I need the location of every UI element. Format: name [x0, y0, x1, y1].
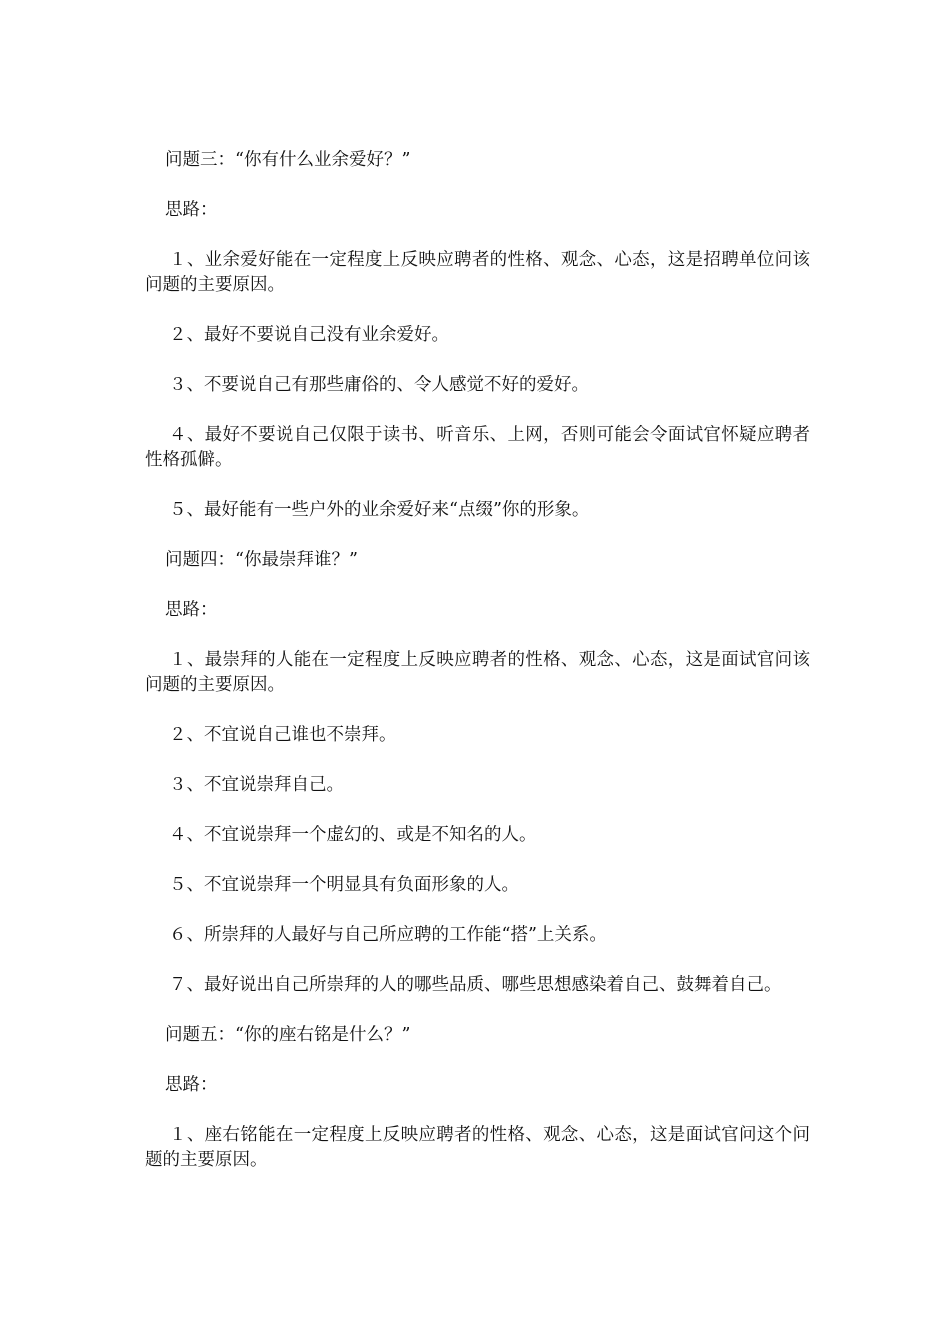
question-heading: 问题四：“你最崇拜谁？” [165, 550, 358, 570]
approach-point: １、最崇拜的人能在一定程度上反映应聘者的性格、观念、心态，这是面试官问该问题的主要原因。 [145, 650, 810, 695]
approach-point: ４、不宜说崇拜一个虚幻的、或是不知名的人。 [169, 825, 537, 845]
approach-point: １、业余爱好能在一定程度上反映应聘者的性格、观念、心态，这是招聘单位问该问题的主要原因。 [145, 250, 810, 295]
approach-point: ２、最好不要说自己没有业余爱好。 [169, 325, 449, 345]
approach-point: ２、不宜说自己谁也不崇拜。 [169, 725, 397, 745]
approach-point: ５、不宜说崇拜一个明显具有负面形象的人。 [169, 875, 519, 895]
question-heading: 问题三：“你有什么业余爱好？” [165, 150, 411, 170]
approach-point: ５、最好能有一些户外的业余爱好来“点缀”你的形象。 [169, 500, 590, 520]
document-body [145, 148, 810, 1198]
approach-point: １、座右铭能在一定程度上反映应聘者的性格、观念、心态，这是面试官问这个问题的主要原因。 [145, 1125, 810, 1170]
approach-point: ３、不宜说崇拜自己。 [169, 775, 344, 795]
approach-label: 思路： [165, 600, 218, 620]
approach-point: ７、最好说出自己所崇拜的人的哪些品质、哪些思想感染着自己、鼓舞着自己。 [169, 975, 782, 995]
approach-point: ４、最好不要说自己仅限于读书、听音乐、上网，否则可能会令面试官怀疑应聘者性格孤僻。 [145, 425, 810, 470]
approach-label: 思路： [165, 1075, 218, 1095]
approach-label: 思路： [165, 200, 218, 220]
approach-point: ６、所崇拜的人最好与自己所应聘的工作能“搭”上关系。 [169, 925, 607, 945]
approach-point: ３、不要说自己有那些庸俗的、令人感觉不好的爱好。 [169, 375, 589, 395]
question-heading: 问题五：“你的座右铭是什么？” [165, 1025, 411, 1045]
